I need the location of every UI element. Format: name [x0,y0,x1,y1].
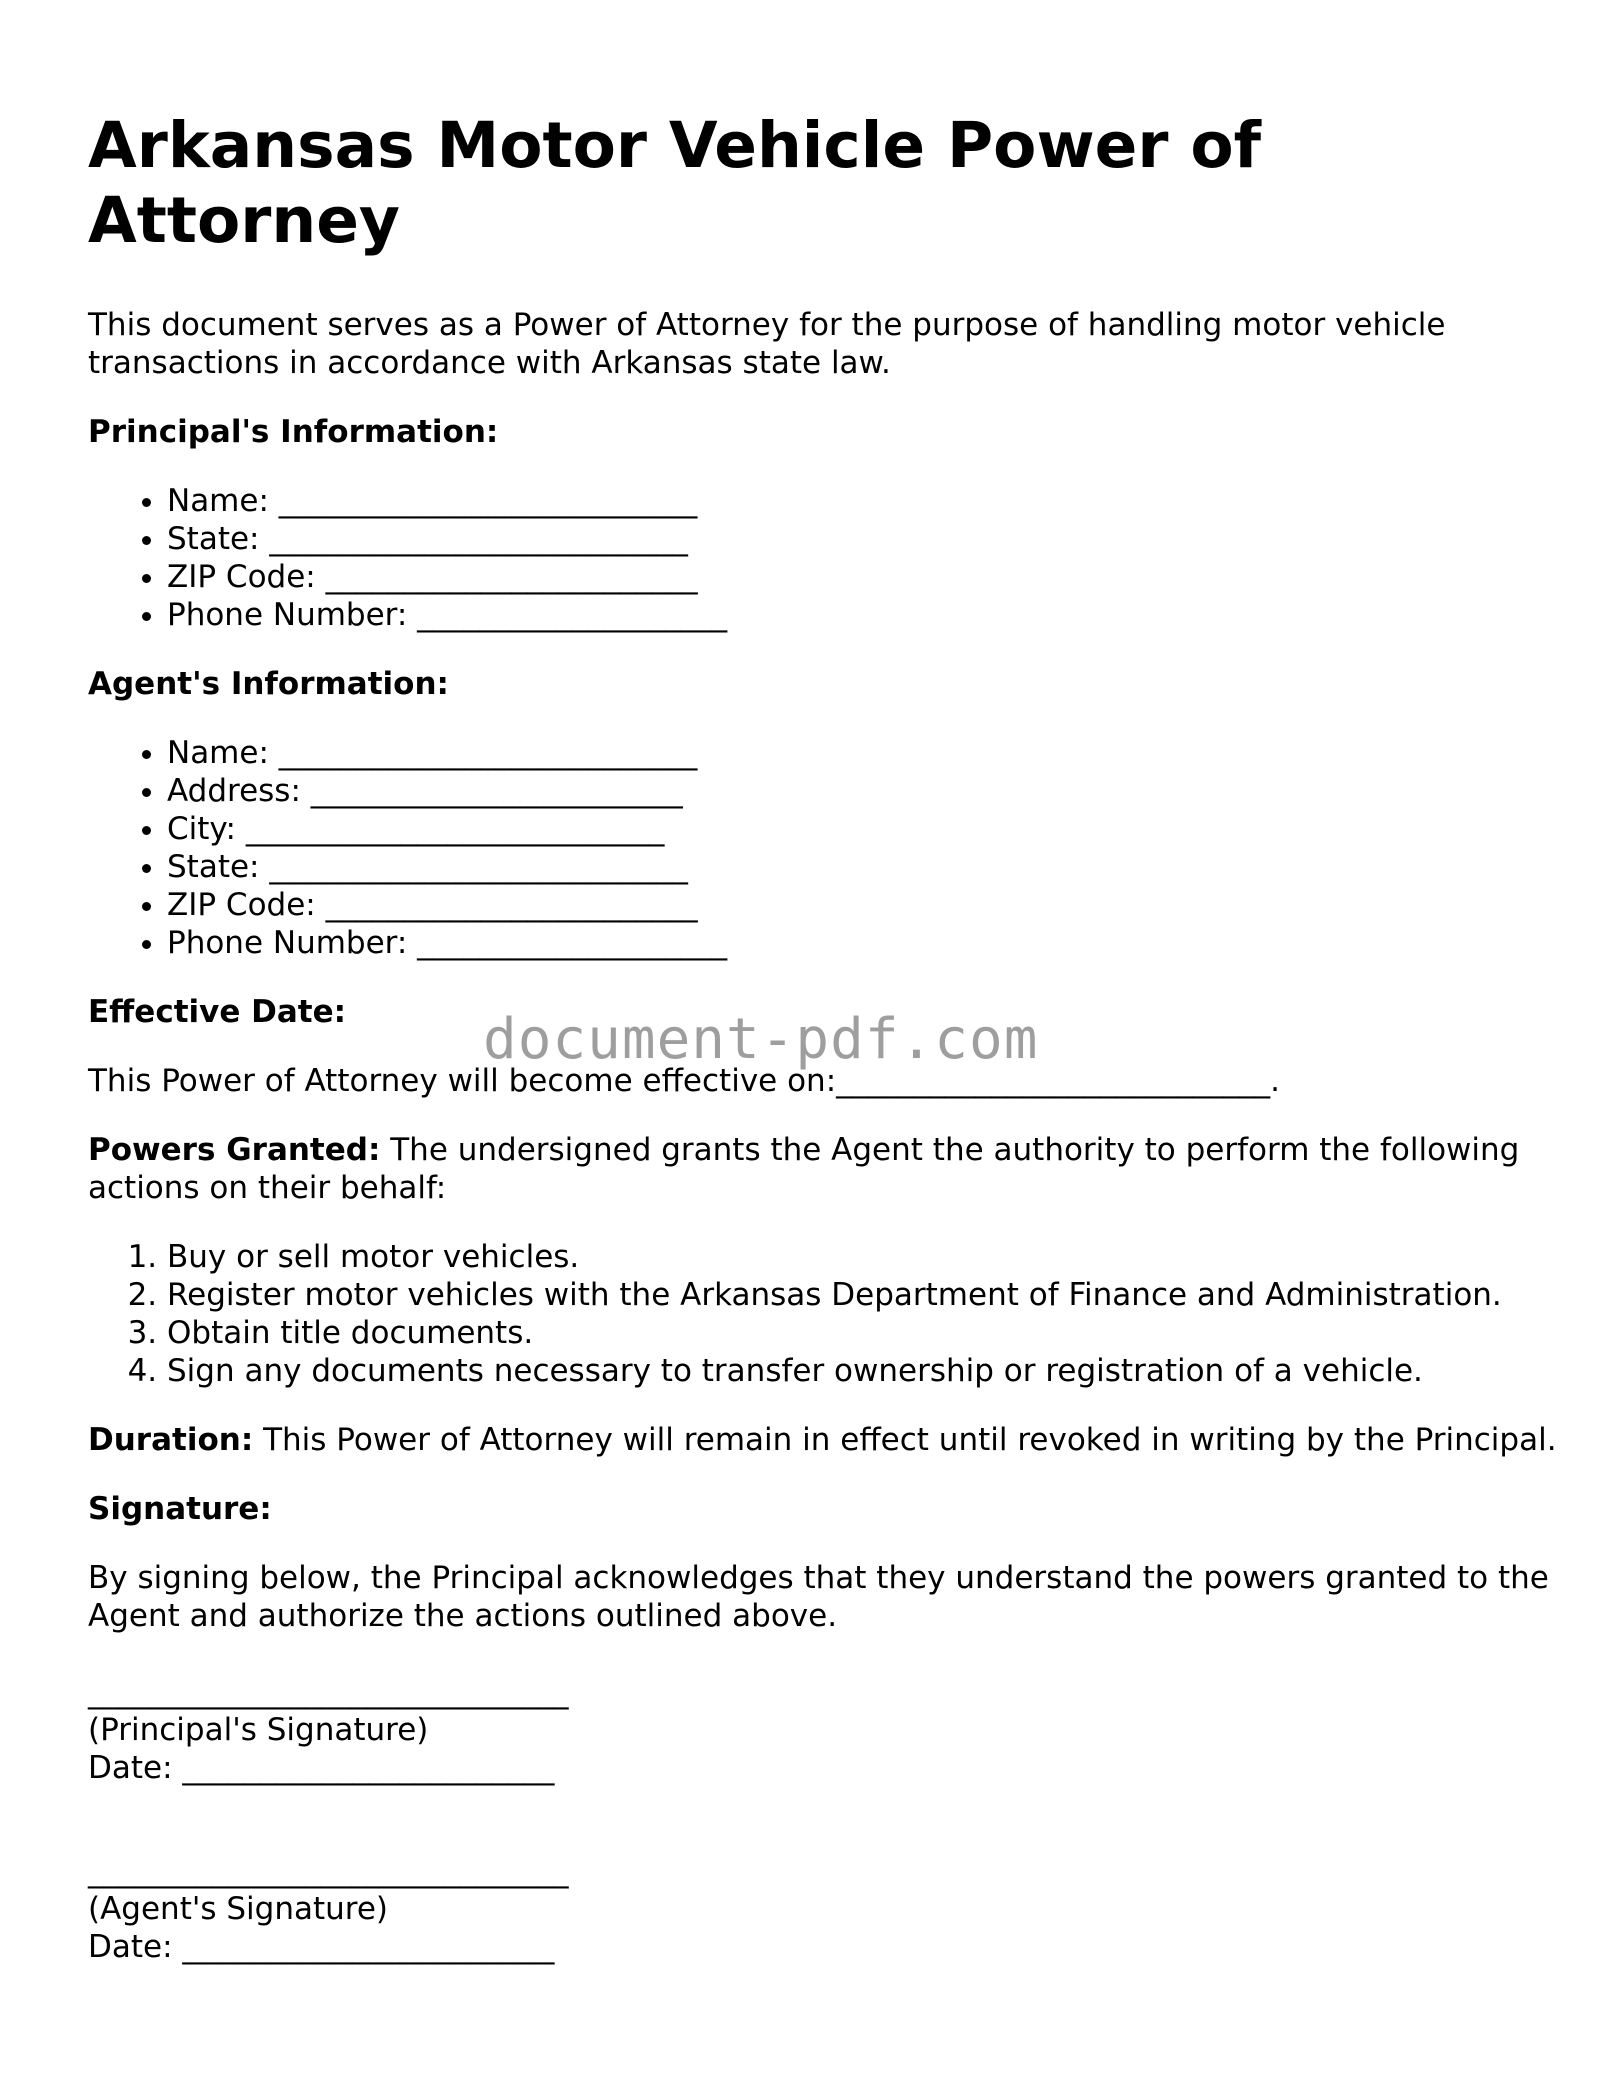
field-label: Phone Number: [167,925,408,961]
field-label: Address: [167,773,301,809]
field-label: ZIP Code: [167,887,316,923]
agent-fields-list [88,734,1558,962]
principal-signature-line[interactable]: _______________________________ [88,1674,569,1710]
intro-paragraph: This document serves as a Power of Attorney for the purpose of handling motor vehicle transactions in accordance with Arkansas state law. [88,307,1446,381]
list-item [167,558,1558,596]
principal-date-line[interactable]: Date: ________________________ [88,1750,555,1786]
list-item [167,520,1558,558]
list-item: 2. Register motor vehicles with the Arkansas Department of Finance and Administration. [167,1276,1558,1314]
list-item: 4. Sign any documents necessary to transfer ownership or registration of a vehicle. [167,1352,1558,1390]
duration-paragraph [88,1421,1558,1459]
agent-zip-blank[interactable]: ________________________ [325,887,698,923]
principal-state-blank[interactable]: ___________________________ [269,521,688,557]
agent-signature-line[interactable]: _______________________________ [88,1853,569,1889]
agent-name-blank[interactable]: ___________________________ [278,735,698,771]
powers-heading: Powers Granted: [88,1132,381,1168]
list-item: 1. Buy or sell motor vehicles. [167,1238,1558,1276]
agent-date-line[interactable]: Date: ________________________ [88,1929,555,1965]
agent-phone-blank[interactable]: ____________________ [417,925,728,961]
list-item [167,886,1558,924]
principal-name-blank[interactable]: ___________________________ [278,483,698,519]
field-label: City: [167,811,236,847]
list-item [167,772,1558,810]
field-label: Name: [167,735,269,771]
list-item [167,810,1558,848]
field-label: Phone Number: [167,597,408,633]
agent-signature-label: (Agent's Signature) [88,1891,389,1927]
powers-paragraph [88,1131,1558,1207]
principal-signature-block [88,1673,1558,1787]
agent-heading: Agent's Information: [88,666,449,702]
agent-city-blank[interactable]: ___________________________ [245,811,665,847]
agent-state-blank[interactable]: ___________________________ [269,849,688,885]
document-page [88,108,1558,1966]
principal-signature-label: (Principal's Signature) [88,1712,429,1748]
list-item [167,734,1558,772]
document-title: Arkansas Motor Vehicle Power of Attorney [88,109,1262,257]
field-label: State: [167,849,260,885]
effective-date-paragraph [88,1062,1558,1100]
duration-heading: Duration: [88,1422,254,1458]
field-label: ZIP Code: [167,559,316,595]
field-label: Name: [167,483,269,519]
list-item [167,596,1558,634]
principal-fields-list [88,482,1558,634]
duration-text: This Power of Attorney will remain in effect until revoked in writing by the Principal. [253,1422,1557,1458]
list-item: 3. Obtain title documents. [167,1314,1558,1352]
signature-heading: Signature: [88,1491,272,1527]
field-label: State: [167,521,260,557]
effective-date-blank[interactable]: ____________________________. [836,1063,1281,1099]
agent-address-blank[interactable]: ________________________ [310,773,683,809]
principal-phone-blank[interactable]: ____________________ [417,597,728,633]
list-item [167,924,1558,962]
powers-text: The undersigned grants the Agent the authority to perform the following actions on their behalf: [88,1132,1520,1206]
powers-list [88,1238,1558,1390]
signature-paragraph: By signing below, the Principal acknowledges that they understand the powers granted to the Agent and authorize the actions outlined above. [88,1560,1549,1634]
agent-signature-block [88,1852,1558,1966]
list-item [167,482,1558,520]
principal-zip-blank[interactable]: ________________________ [325,559,698,595]
principal-heading: Principal's Information: [88,414,499,450]
effective-date-heading: Effective Date: [88,994,347,1030]
watermark: document-pdf.com [483,1007,1039,1072]
list-item [167,848,1558,886]
effective-date-text: This Power of Attorney will become effective on: [88,1063,837,1099]
signature-spacer [88,1787,1558,1852]
